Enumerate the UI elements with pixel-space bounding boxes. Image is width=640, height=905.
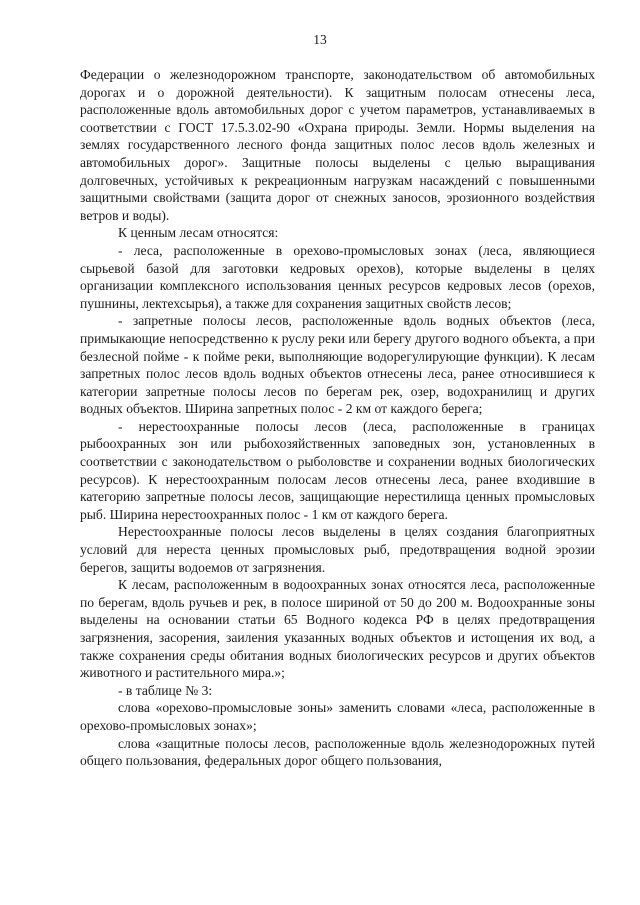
paragraph: Федерации о железнодорожном транспорте, законодательством об автомобильных дорогах и о дорожной деятельности). К защитным полосам отнесены леса, расположенные вдоль автомобильных дорог с учетом параметров, устанавливаемых в соответствии с ГОСТ 17.5.3.02-90 «Охрана природы. Земли. Нормы выделения на землях государственного лесного фонда защитных полос лесов вдоль железных и автомобильных дорог». Защитные полосы выделены с целью выращивания долговечных, устойчивых к рекреационным нагрузкам насаждений с повышенными защитными свойствами (защита дорог от снежных заносов, эрозионного воздействия ветров и воды). <box>80 67 595 223</box>
paragraph: слова «орехово-промысловые зоны» заменить словами «леса, расположенные в орехово-промысловых зонах»; <box>80 700 595 733</box>
paragraph: слова «защитные полосы лесов, расположенные вдоль железнодорожных путей общего пользования, федеральных дорог общего пользования, <box>80 735 595 769</box>
page-number: 13 <box>313 32 327 47</box>
paragraph: К ценным лесам относятся: <box>118 225 279 241</box>
paragraph: - нерестоохранные полосы лесов (леса, расположенные в границах рыбоохранных зон или рыбохозяйственных заповедных зон, установленных в соответствии с законодательством о рыболовстве и сохранении водных биологических ресурсов). К нерестоохранным полосам лесов отнесены леса, ранее входившие в категорию запретные полосы лесов, защищающие нерестилища ценных промысловых рыб. Ширина нерестоохранных полос - 1 км от каждого берега. <box>80 418 595 522</box>
paragraph: К лесам, расположенным в водоохранных зонах относятся леса, расположенные по берегам, вдоль ручьев и рек, в полосе шириной от 50 до 200 м. Водоохранные зоны выделены на основании статьи 65 Водного кодекса РФ в целях предотвращения загрязнения, засорения, заиления указанных водных объектов и истощения их вод, а также сохранения среды обитания водных биологических ресурсов и других объектов животного и растительного мира.»; <box>80 577 595 681</box>
document-body <box>80 66 595 770</box>
paragraph: Нерестоохранные полосы лесов выделены в целях создания благоприятных условий для нереста ценных промысловых рыб, предотвращения водной эрозии берегов, защиты водоемов от загрязнения. <box>80 524 595 575</box>
paragraph: - запретные полосы лесов, расположенные вдоль водных объектов (леса, примыкающие непосредственно к руслу реки или берегу другого водного объекта, а при безлесной пойме - к пойме реки, выполняющие водорегулирующие функции). К лесам запретных полос лесов вдоль водных объектов отнесены леса, ранее относившиеся к категории запретные полосы лесов по берегам рек, озер, водохранилищ и других водных объектов. Ширина запретных полос - 2 км от каждого берега; <box>80 313 595 417</box>
paragraph: - в таблице № 3: <box>118 682 213 698</box>
paragraph: - леса, расположенные в орехово-промысловых зонах (леса, являющиеся сырьевой базой для заготовки кедровых орехов), которые выделены в целях организации комплексного использования ценных ресурсов кедровых лесов (орехов, пушнины, лектехсырья), а также для сохранения защитных свойств лесов; <box>80 242 595 311</box>
